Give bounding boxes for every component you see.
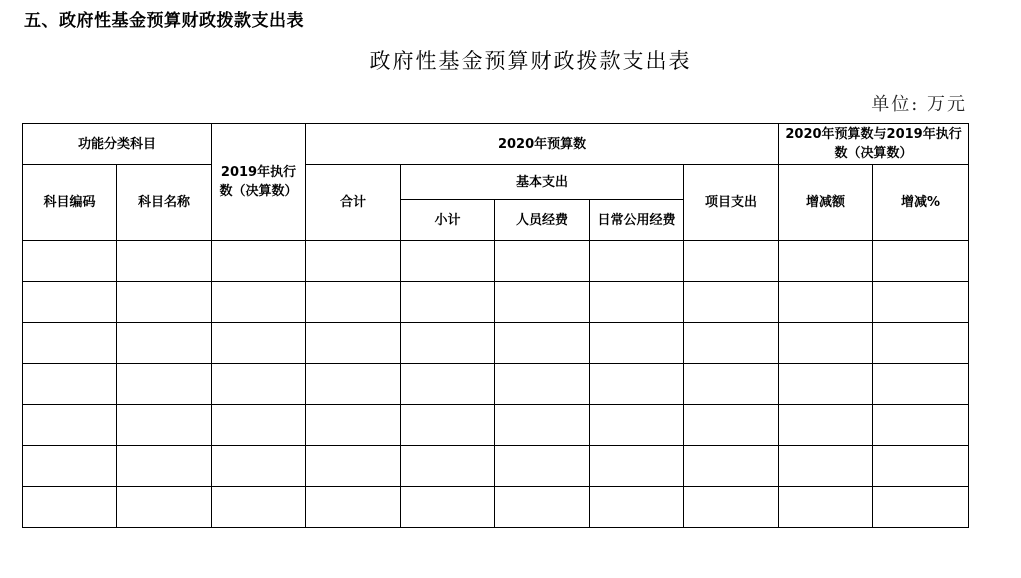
table-cell — [873, 241, 969, 282]
table-cell — [212, 241, 306, 282]
table-cell — [684, 446, 779, 487]
table-cell — [495, 323, 590, 364]
table-cell — [590, 487, 684, 528]
header-change-pct: 增减% — [873, 165, 969, 241]
table-cell — [779, 282, 873, 323]
table-cell — [873, 405, 969, 446]
table-cell — [684, 282, 779, 323]
table-cell — [873, 282, 969, 323]
header-basic-exp: 基本支出 — [401, 165, 684, 200]
table-cell — [117, 323, 212, 364]
unit-label: 单位: 万元 — [871, 94, 967, 115]
header-func-class: 功能分类科目 — [23, 124, 212, 165]
table-cell — [23, 323, 117, 364]
table-cell — [779, 405, 873, 446]
table-cell — [23, 364, 117, 405]
table-row — [23, 282, 969, 323]
table-cell — [495, 282, 590, 323]
table-cell — [590, 241, 684, 282]
header-exec-2019: 2019年执行数（决算数） — [212, 124, 306, 241]
table-cell — [495, 405, 590, 446]
table-cell — [306, 323, 401, 364]
table-cell — [117, 446, 212, 487]
section-heading: 五、政府性基金预算财政拨款支出表 — [24, 11, 304, 31]
table-cell — [212, 282, 306, 323]
header-row-1 — [23, 124, 969, 165]
table-cell — [401, 323, 495, 364]
table-cell — [401, 241, 495, 282]
table-cell — [779, 241, 873, 282]
table-cell — [779, 364, 873, 405]
table-cell — [212, 446, 306, 487]
table-cell — [401, 364, 495, 405]
table-cell — [684, 323, 779, 364]
header-personnel: 人员经费 — [495, 200, 590, 241]
table-cell — [590, 364, 684, 405]
header-budget-2020: 2020年预算数 — [306, 124, 779, 165]
table-cell — [117, 241, 212, 282]
expenditure-table — [22, 123, 969, 528]
table-cell — [212, 487, 306, 528]
table-cell — [495, 487, 590, 528]
table-row — [23, 323, 969, 364]
table-cell — [684, 405, 779, 446]
table-cell — [23, 487, 117, 528]
table-cell — [23, 282, 117, 323]
table-row — [23, 487, 969, 528]
table-cell — [306, 241, 401, 282]
table-cell — [306, 446, 401, 487]
header-project-exp: 项目支出 — [684, 165, 779, 241]
table-cell — [306, 487, 401, 528]
table-cell — [401, 405, 495, 446]
header-compare: 2020年预算数与2019年执行数（决算数） — [779, 124, 969, 165]
table-cell — [590, 446, 684, 487]
header-subject-name: 科目名称 — [117, 165, 212, 241]
table-cell — [117, 282, 212, 323]
table-cell — [117, 405, 212, 446]
header-public-daily: 日常公用经费 — [590, 200, 684, 241]
table-cell — [684, 487, 779, 528]
header-change-amount: 增减额 — [779, 165, 873, 241]
table-cell — [306, 282, 401, 323]
table-cell — [306, 405, 401, 446]
header-total: 合计 — [306, 165, 401, 241]
table-cell — [590, 323, 684, 364]
table-cell — [23, 405, 117, 446]
table-cell — [401, 446, 495, 487]
table-cell — [590, 282, 684, 323]
table-row — [23, 446, 969, 487]
table-row — [23, 241, 969, 282]
table-cell — [873, 446, 969, 487]
table-body — [23, 124, 969, 528]
table-cell — [212, 323, 306, 364]
table-cell — [873, 364, 969, 405]
table-row — [23, 364, 969, 405]
table-cell — [590, 405, 684, 446]
table-cell — [401, 487, 495, 528]
table-cell — [212, 364, 306, 405]
table-cell — [873, 487, 969, 528]
table-row — [23, 405, 969, 446]
table-cell — [495, 241, 590, 282]
header-subject-code: 科目编码 — [23, 165, 117, 241]
table-cell — [779, 323, 873, 364]
table-cell — [779, 487, 873, 528]
table-cell — [495, 446, 590, 487]
table-cell — [779, 446, 873, 487]
table-cell — [684, 364, 779, 405]
table-cell — [306, 364, 401, 405]
table-cell — [117, 487, 212, 528]
header-row-2 — [23, 165, 969, 200]
table-cell — [684, 241, 779, 282]
table-title: 政府性基金预算财政拨款支出表 — [369, 49, 692, 73]
table-cell — [23, 446, 117, 487]
table-cell — [401, 282, 495, 323]
table-cell — [117, 364, 212, 405]
table-cell — [495, 364, 590, 405]
table-cell — [212, 405, 306, 446]
table-cell — [873, 323, 969, 364]
header-subtotal: 小计 — [401, 200, 495, 241]
table-cell — [23, 241, 117, 282]
